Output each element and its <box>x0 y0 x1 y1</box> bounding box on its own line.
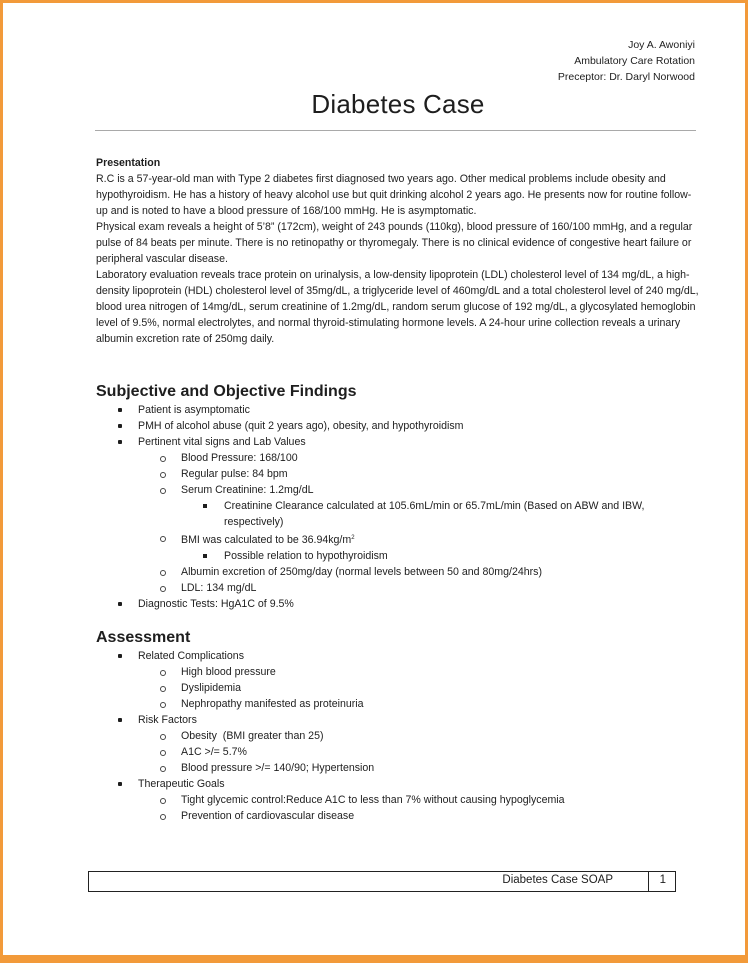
list-item: Diagnostic Tests: HgA1C of 9.5% <box>96 596 700 612</box>
author-name: Joy A. Awoniyi <box>628 39 695 51</box>
document-body <box>96 155 700 824</box>
findings-heading: Subjective and Objective Findings <box>96 383 357 400</box>
list-item: Albumin excretion of 250mg/day (normal levels between 50 and 80mg/24hrs) <box>138 564 700 580</box>
list-item: Serum Creatinine: 1.2mg/dL Creatinine Clearance calculated at 105.6mL/min or 65.7mL/min (Based on ABW and IBW, respectively) <box>138 482 700 530</box>
list-item: Nephropathy manifested as proteinuria <box>138 696 700 712</box>
preceptor-name: Preceptor: Dr. Daryl Norwood <box>557 71 695 83</box>
assessment-heading: Assessment <box>96 629 191 646</box>
presentation-label: Presentation <box>96 157 161 169</box>
bmi-list <box>181 548 700 564</box>
list-item: LDL: 134 mg/dL <box>138 580 700 596</box>
clearance-list <box>181 498 700 530</box>
list-item: Possible relation to hypothyroidism <box>181 548 700 564</box>
list-item: Therapeutic Goals Tight glycemic control:Reduce A1C to less than 7% without causing hypoglycemia Prevention of cardiovascular disease <box>96 776 700 824</box>
title-divider <box>95 130 696 131</box>
document-title: Diabetes Case <box>311 89 485 119</box>
presentation-paragraph-history: R.C is a 57-year-old man with Type 2 diabetes first diagnosed two years ago. Other medical problems include obesity and hypothyroidism. He has a history of heavy alcohol use but quit drinking alcohol 2 years ago. He presents now for routine follow-up and is noted to have a blood pressure of 168/100 mmHg. He is asymptomatic. <box>96 173 692 217</box>
list-item: BMI was calculated to be $36.94kg/m^2$ Possible relation to hypothyroidism <box>138 530 700 564</box>
list-item: Patient is asymptomatic <box>96 402 700 418</box>
footer-label: Diabetes Case SOAP <box>502 874 613 886</box>
vitals-list <box>138 450 700 596</box>
list-item: Tight glycemic control:Reduce A1C to less than 7% without causing hypoglycemia <box>138 792 700 808</box>
list-item: High blood pressure <box>138 664 700 680</box>
list-item: Prevention of cardiovascular disease <box>138 808 700 824</box>
list-item: Risk Factors Obesity (BMI greater than 25) A1C >/= 5.7% Blood pressure >/= 140/90; Hypertension <box>96 712 700 776</box>
document-page <box>3 3 745 955</box>
assessment-list <box>96 648 700 824</box>
footer-divider <box>648 872 650 891</box>
risk-list <box>138 728 700 776</box>
list-item: Dyslipidemia <box>138 680 700 696</box>
list-item: Related Complications High blood pressure Dyslipidemia Nephropathy manifested as proteinuria <box>96 648 700 712</box>
presentation-paragraph-exam: Physical exam reveals a height of 5’8” (172cm), weight of 243 pounds (110kg), blood pressure of 160/100 mmHg, and a regular pulse of 84 beats per minute. There is no retinopathy or thyromegaly. There is no clinical evidence of congestive heart failure or peripheral vascular disease. <box>96 221 693 265</box>
rotation-name: Ambulatory Care Rotation <box>574 55 695 67</box>
goals-list <box>138 792 700 824</box>
page-number: 1 <box>659 874 666 886</box>
list-item: Regular pulse: 84 bpm <box>138 466 700 482</box>
list-item: A1C >/= 5.7% <box>138 744 700 760</box>
complications-list <box>138 664 700 712</box>
page-footer <box>88 871 676 892</box>
list-item: Blood pressure >/= 140/90; Hypertension <box>138 760 700 776</box>
list-item: Creatinine Clearance calculated at 105.6mL/min or 65.7mL/min (Based on ABW and IBW, respectively) <box>181 498 700 530</box>
list-item: Pertinent vital signs and Lab Values Blood Pressure: 168/100 Regular pulse: 84 bpm Serum Creatinine: 1.2mg/dL Creatinine Clearance calculated at 105.6mL/min or 65.7mL/min (Based on ABW and IBW, respectively) BMI was calculated to be $36.94kg/m^2$ Possible relation to hypothyroidism Albumin excretion of 250mg/day (normal levels between 50 and 80mg/24hrs) LDL: 134 mg/dL <box>96 434 700 596</box>
presentation-paragraph-labs: Laboratory evaluation reveals trace protein on urinalysis, a low-density lipoprotein (LDL) cholesterol level of 134 mg/dL, a high-density lipoprotein (HDL) cholesterol level of 35mg/dL, a triglyceride level of 460mg/dL and a total cholesterol level of 240 mg/dL, blood urea nitrogen of 14mg/dL, serum creatinine of 1.2mg/dL, random serum glucose of 192 mg/dL, a glycosylated hemoglobin level of 9.5%, normal electrolytes, and normal thyroid-stimulating hormone levels. A 24-hour urine collection reveals a urinary albumin excretion rate of 250mg daily. <box>96 269 699 345</box>
list-item: Blood Pressure: 168/100 <box>138 450 700 466</box>
list-item: PMH of alcohol abuse (quit 2 years ago), obesity, and hypothyroidism <box>96 418 700 434</box>
findings-list <box>96 402 700 612</box>
author-header <box>558 37 695 85</box>
list-item: Obesity (BMI greater than 25) <box>138 728 700 744</box>
